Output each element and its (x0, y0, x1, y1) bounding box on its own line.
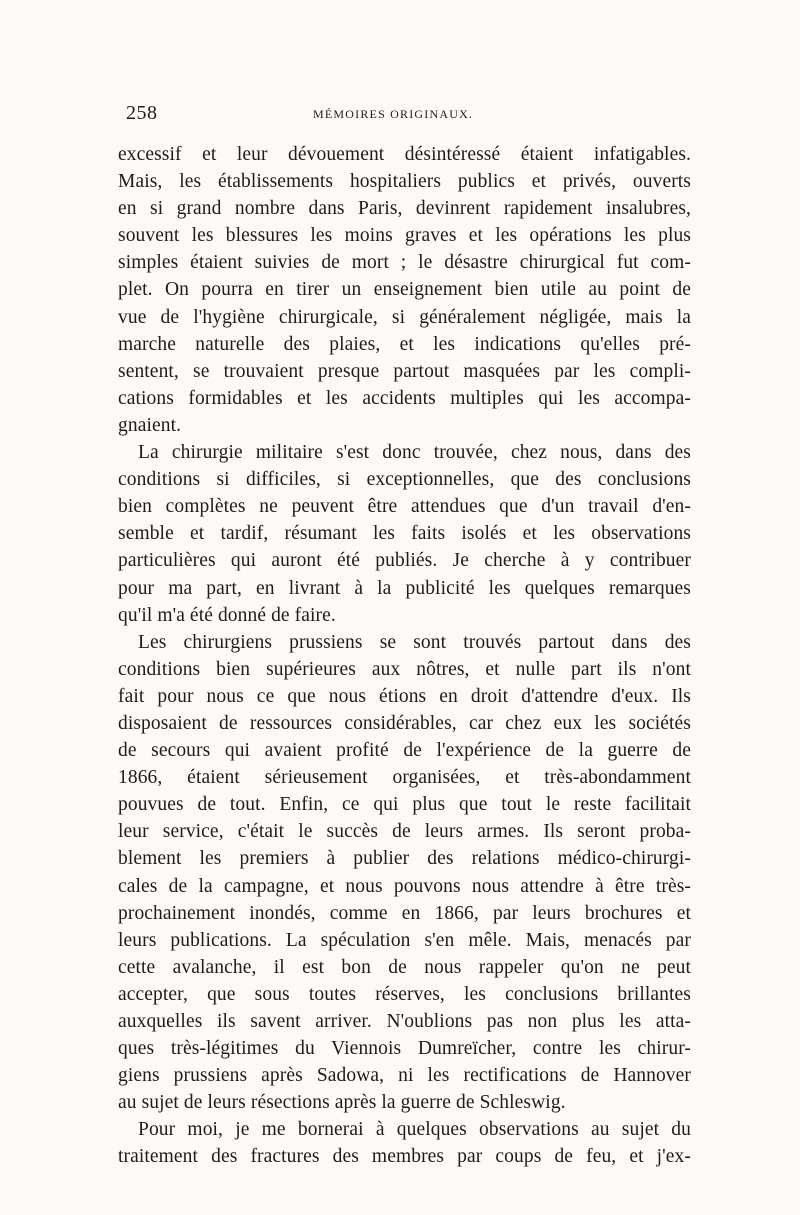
text-line: gnaient. (118, 414, 182, 436)
text-line: plet. On pourra en tirer un enseignement bien utile au point de (118, 279, 691, 301)
text-line: cales de la campagne, et nous pouvons nous attendre à être très- (118, 875, 691, 897)
text-line: La chirurgie militaire s'est donc trouvée, chez nous, dans des (138, 442, 691, 464)
text-line: sentent, se trouvaient presque partout masquées par les compli- (118, 360, 691, 382)
text-line: ques très-légitimes du Viennois Dumreïcher, contre les chirur- (118, 1038, 691, 1060)
page-number: 258 (126, 102, 158, 124)
text-line: conditions si difficiles, si exceptionnelles, que des conclusions (118, 469, 691, 491)
text-line: cette avalanche, il est bon de nous rappeler qu'on ne peut (118, 956, 691, 978)
paragraph (118, 629, 691, 1117)
text-line: blement les premiers à publier des relations médico-chirurgi- (118, 848, 691, 870)
text-line: accepter, que sous toutes réserves, les conclusions brillantes (118, 983, 691, 1005)
text-line: marche naturelle des plaies, et les indications qu'elles pré- (118, 333, 691, 355)
text-line: traitement des fractures des membres par coups de feu, et j'ex- (118, 1146, 691, 1168)
text-line: simples étaient suivies de mort ; le désastre chirurgical fut com- (118, 252, 691, 274)
text-line: en si grand nombre dans Paris, devinrent rapidement insalubres, (118, 198, 691, 220)
paragraph (118, 141, 691, 439)
text-line: semble et tardif, résumant les faits isolés et les observations (118, 523, 691, 545)
text-line: particulières qui auront été publiés. Je cherche à y contribuer (118, 550, 691, 572)
text-line: conditions bien supérieures aux nôtres, et nulle part ils n'ont (118, 658, 691, 680)
text-line: qu'il m'a été donné de faire. (118, 604, 336, 626)
text-line: leur service, c'était le succès de leurs armes. Ils seront proba- (118, 821, 691, 843)
text-line: Les chirurgiens prussiens se sont trouvés partout dans des (138, 631, 691, 653)
text-line: excessif et leur dévouement désintéressé étaient infatigables. (118, 144, 691, 165)
body-text (118, 141, 691, 1171)
text-line: 1866, étaient sérieusement organisées, et très-abondamment (118, 767, 691, 789)
text-line: vue de l'hygiène chirurgicale, si généralement négligée, mais la (118, 306, 691, 328)
paragraph (118, 1116, 691, 1170)
text-line: pour ma part, en livrant à la publicité les quelques remarques (118, 577, 691, 599)
text-line: pouvues de tout. Enfin, ce qui plus que tout le reste facilitait (118, 794, 691, 816)
text-line: souvent les blessures les moins graves et les opérations les plus (118, 225, 691, 247)
running-head: MÉMOIRES ORIGINAUX. (313, 107, 474, 121)
text-line: Mais, les établissements hospitaliers publics et privés, ouverts (118, 171, 691, 193)
text-line: Pour moi, je me bornerai à quelques observations au sujet du (138, 1119, 691, 1141)
text-line: fait pour nous ce que nous étions en droit d'attendre d'eux. Ils (118, 685, 691, 707)
text-line: prochainement inondés, comme en 1866, par leurs brochures et (118, 902, 691, 924)
text-line: cations formidables et les accidents multiples qui les accompa- (118, 387, 691, 409)
text-line: de secours qui avaient profité de l'expérience de la guerre de (118, 740, 691, 762)
page-header (118, 100, 688, 130)
paragraph (118, 439, 691, 629)
text-line: giens prussiens après Sadowa, ni les rectifications de Hannover (118, 1065, 691, 1087)
text-line: leurs publications. La spéculation s'en mêle. Mais, menacés par (118, 929, 691, 951)
text-line: au sujet de leurs résections après la guerre de Schleswig. (118, 1092, 566, 1114)
text-line: disposaient de ressources considérables, car chez eux les sociétés (118, 712, 691, 734)
text-line: bien complètes ne peuvent être attendues que d'un travail d'en- (118, 496, 691, 518)
text-line: auxquelles ils savent arriver. N'oublions pas non plus les atta- (118, 1011, 691, 1032)
